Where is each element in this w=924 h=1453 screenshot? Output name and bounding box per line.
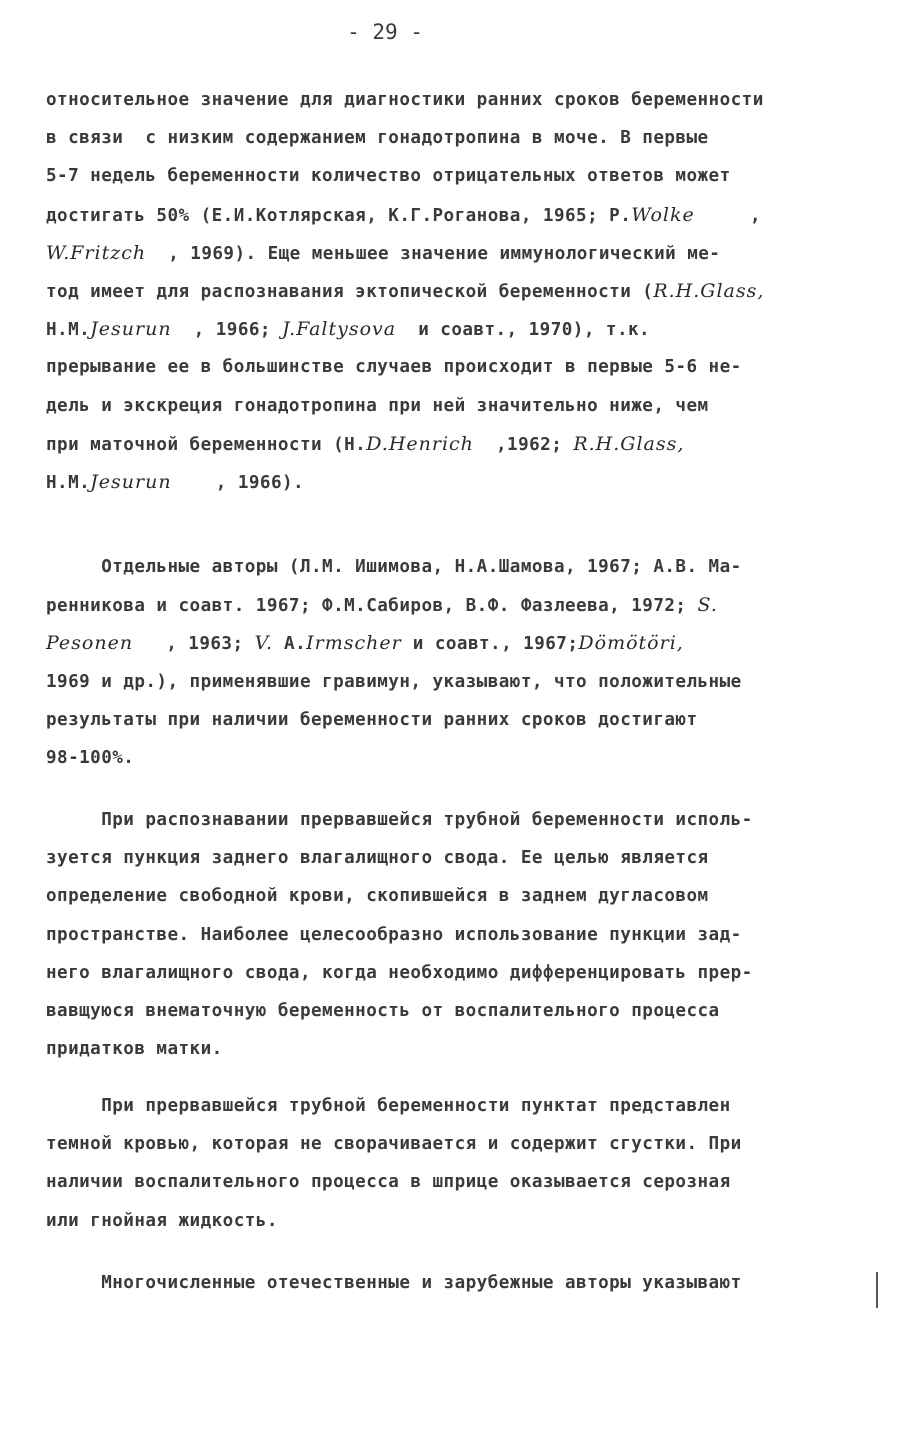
handwritten-name: R.H.Glass, xyxy=(573,432,685,455)
typed-text: результаты при наличии беременности ранних сроков достигают xyxy=(46,709,698,730)
paragraph xyxy=(46,801,886,1068)
typed-text: , 1969). Еще меньшее значение иммунологический ме- xyxy=(146,243,721,264)
typed-text: Отдельные авторы (Л.М. Ишимова, Н.А.Шамова, 1967; А.В. Ма- xyxy=(46,557,742,577)
text-line xyxy=(46,1087,886,1125)
typed-text: вавщуюся внематочную беременность от воспалительного процесса xyxy=(46,1000,720,1021)
typed-text: 98-100%. xyxy=(46,747,135,768)
handwritten-name: V. xyxy=(254,632,274,655)
text-line xyxy=(46,425,886,463)
typed-text: При прервавшейся трубной беременности пунктат представлен xyxy=(46,1096,731,1116)
handwritten-name: Jesurun xyxy=(90,318,172,341)
text-line xyxy=(46,839,886,877)
text-line xyxy=(46,81,886,119)
paragraph xyxy=(46,548,886,777)
typed-text: наличии воспалительного процесса в шприце оказывается серозная xyxy=(46,1172,731,1193)
typed-text: и соавт., 1967; xyxy=(401,634,579,655)
typed-text: 5-7 недель беременности количество отрицательных ответов может xyxy=(46,166,731,187)
typed-text: , 1966). xyxy=(171,472,305,493)
text-line xyxy=(46,801,886,839)
typed-text: тод имеет для распознавания эктопической беременности ( xyxy=(46,281,654,302)
typed-text: в связи с низким содержанием гонадотропина в моче. В первые xyxy=(46,128,709,149)
text-line xyxy=(46,119,886,157)
typed-text: темной кровью, которая не сворачивается и содержит сгустки. При xyxy=(46,1134,742,1155)
typed-text: относительное значение для диагностики ранних сроков беременности xyxy=(46,90,764,110)
typed-text: определение свободной крови, скопившейся в заднем дугласовом xyxy=(46,886,709,907)
handwritten-name: W.Fritzch xyxy=(46,241,147,264)
text-line xyxy=(46,196,886,234)
text-line xyxy=(46,348,886,386)
text-line xyxy=(46,663,886,701)
handwritten-name: Irmscher xyxy=(306,632,402,655)
typed-text: или гнойная жидкость. xyxy=(46,1210,278,1231)
handwritten-name: R.H.Glass, xyxy=(653,279,765,302)
text-line xyxy=(46,701,886,739)
typed-text: при маточной беременности (Н. xyxy=(46,434,367,455)
text-line xyxy=(46,992,886,1030)
text-line xyxy=(46,624,886,662)
typed-text: , 1966; xyxy=(171,320,283,341)
text-line xyxy=(46,272,886,310)
handwritten-name: Pesonen xyxy=(46,632,134,655)
text-line xyxy=(46,234,886,272)
text-line xyxy=(46,916,886,954)
typed-text: дель и экскреция гонадотропина при ней значительно ниже, чем xyxy=(46,395,709,416)
typed-text: ,1962; xyxy=(473,434,574,455)
typed-text: , xyxy=(694,205,762,226)
typed-text: Н.М. xyxy=(46,472,91,493)
typed-text: зуется пункция заднего влагалищного свода. Ее целью является xyxy=(46,848,709,869)
typed-text: прерывание ее в большинстве случаев происходит в первые 5-6 не- xyxy=(46,357,742,378)
typed-text: Многочисленные отечественные и зарубежные авторы указывают xyxy=(46,1273,742,1293)
typed-text: Н.М. xyxy=(46,320,91,341)
handwritten-name: Jesurun xyxy=(90,470,172,493)
handwritten-name: J.Faltysova xyxy=(282,318,397,341)
text-line xyxy=(46,1163,886,1201)
typed-text: , 1963; xyxy=(133,634,255,655)
page-number: - 29 - xyxy=(347,20,423,44)
text-line xyxy=(46,1030,886,1068)
text-line xyxy=(46,310,886,348)
text-line xyxy=(46,1125,886,1163)
text-line xyxy=(46,954,886,992)
paragraph xyxy=(46,1087,886,1240)
handwritten-name: S. xyxy=(697,594,718,617)
text-line xyxy=(46,157,886,195)
text-line xyxy=(46,1202,886,1240)
typed-text: При распознавании прервавшейся трубной беременности исполь- xyxy=(46,810,753,830)
typed-text: и соавт., 1970), т.к. xyxy=(396,320,651,341)
typed-text: ренникова и соавт. 1967; Ф.М.Сабиров, В.Ф. Фазлеева, 1972; xyxy=(46,596,698,617)
typed-text: придатков матки. xyxy=(46,1039,223,1060)
text-line xyxy=(46,387,886,425)
text-line xyxy=(46,1264,886,1302)
text-line xyxy=(46,739,886,777)
typed-text: А. xyxy=(273,634,307,655)
text-line xyxy=(46,463,886,501)
handwritten-name: D.Henrich xyxy=(366,432,474,455)
typed-text: 1969 и др.), применявшие гравимун, указывают, что положительные xyxy=(46,671,742,692)
typed-text: пространстве. Наиболее целесообразно использование пункции зад- xyxy=(46,924,742,945)
margin-mark xyxy=(876,1272,878,1308)
handwritten-name: Dömötöri, xyxy=(578,632,684,655)
text-line xyxy=(46,548,886,586)
typed-text: него влагалищного свода, когда необходимо дифференцировать прер- xyxy=(46,962,753,983)
paragraph xyxy=(46,81,886,501)
typed-text: достигать 50% (Е.И.Котлярская, К.Г.Роганова, 1965; Р. xyxy=(46,205,632,226)
text-line xyxy=(46,877,886,915)
paragraph xyxy=(46,1264,886,1302)
handwritten-name: Wolke xyxy=(631,203,695,226)
text-line xyxy=(46,586,886,624)
